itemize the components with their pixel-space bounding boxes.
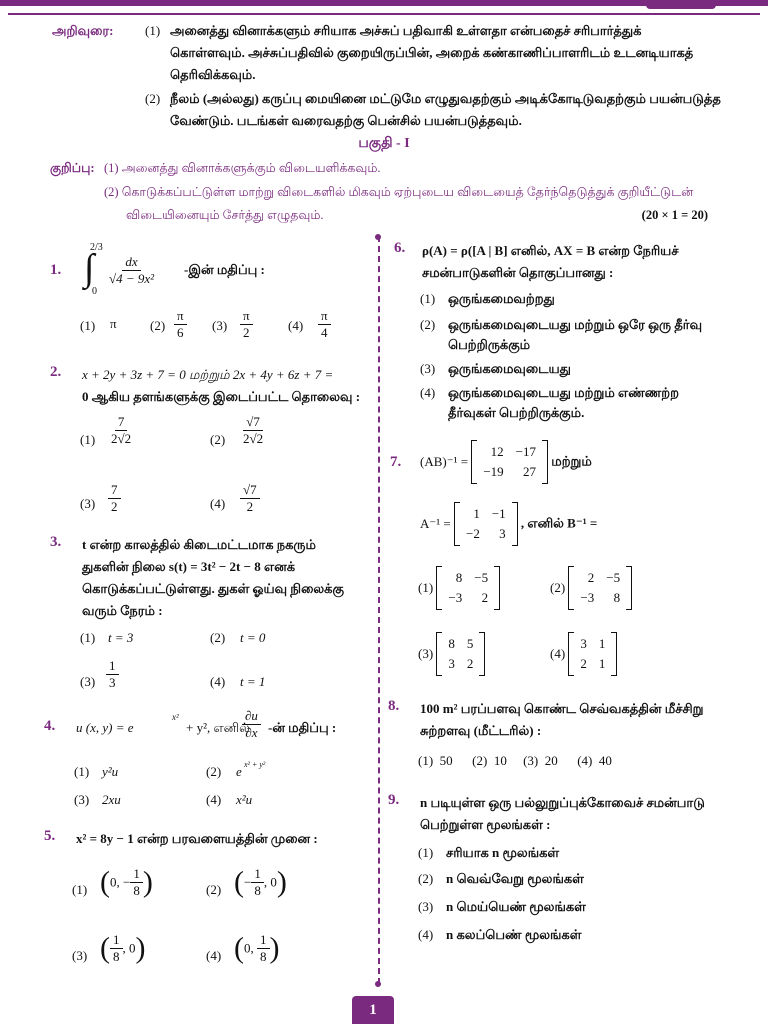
q6-option-1-label: (1): [420, 291, 436, 306]
q1-option-2-value: [174, 308, 187, 341]
q5-option-4-label: (4): [206, 948, 222, 963]
q5-o3-den: 8: [113, 949, 120, 964]
q7-tail: , எனில் B⁻¹ =: [520, 515, 598, 531]
matrix-cell: 5: [466, 636, 474, 651]
question-8-number: 8.: [388, 698, 400, 714]
q5-o4-den: 8: [260, 949, 267, 964]
q4-option-2-label: (2): [206, 764, 222, 779]
question-7-line-1: [420, 440, 592, 484]
question-1-integral: [84, 242, 374, 302]
matrix-cell: 1: [598, 636, 606, 651]
q6-option-2-label: (2): [420, 317, 436, 332]
q2-option-4-label: (4): [210, 496, 226, 511]
q1-option-3-value: [240, 308, 253, 341]
q5-o2-lparen: (: [234, 865, 244, 899]
q5-o2-rparen: ): [276, 865, 287, 899]
matrix-cell: 8: [455, 570, 463, 585]
question-5-text: x² = 8y − 1 என்ற பரவளையத்தின் முனை :: [76, 831, 318, 846]
q7-option-4: [550, 632, 617, 676]
q2-option-1-label: (1): [80, 432, 96, 447]
q6-option-4-line-2: தீர்வுகள் பெற்றிருக்கும்.: [448, 405, 585, 420]
question-4-statement: [76, 708, 376, 748]
q1-o4-den: 4: [321, 325, 328, 340]
q9-option-3-value: n மெய்யெண் மூலங்கள்: [446, 899, 586, 914]
page-number: 1: [352, 996, 394, 1024]
q4-option-2-exponent: x² + y²: [244, 760, 266, 769]
q5-o2-frac: [251, 866, 264, 899]
note-1: (1) அனைத்து வினாக்களுக்கும் விடையளிக்கவும்.: [104, 161, 381, 175]
integral-lower-limit: 0: [92, 286, 97, 297]
q5-o3-lparen: (: [100, 931, 110, 965]
matrix-cell: 2: [466, 656, 474, 671]
q5-o3-num: 1: [110, 932, 123, 949]
q7-option-1: [418, 566, 500, 610]
q1-option-4-value: [318, 308, 331, 341]
q6-option-3-value: ஒருங்கமைவுடையது: [448, 361, 571, 376]
q1-o3-den: 2: [243, 325, 250, 340]
q3-o3-den: 3: [109, 675, 116, 690]
q4-deriv-num: ∂u: [242, 708, 261, 725]
question-3-number: 3.: [50, 534, 62, 550]
question-1-number: 1.: [50, 262, 62, 278]
q5-option-1-value: [100, 866, 153, 899]
matrix-cell: 8: [448, 636, 455, 651]
matrix-cell: 12: [490, 444, 504, 459]
q5-o4-rparen: ): [269, 931, 280, 965]
q2-o1-num: 7: [115, 414, 128, 431]
q5-o1-rparen: ): [142, 865, 153, 899]
q9-option-4-value: n கலப்பெண் மூலங்கள்: [446, 927, 582, 942]
q3-option-4-label: (4): [210, 674, 226, 689]
question-4-options: [74, 760, 364, 810]
instructions-label: அறிவுரை:: [52, 23, 114, 38]
matrix-cell: −2: [465, 526, 480, 541]
q9-option-1-value: சரியாக n மூலங்கள்: [446, 845, 560, 860]
q1-o2-den: 6: [177, 325, 184, 340]
q2-option-4-value: [240, 482, 260, 515]
q3-option-1-value: t = 3: [108, 630, 134, 645]
question-7-line-2: [420, 502, 597, 546]
question-9-line-1: n படியுள்ள ஒரு பல்லுறுப்புக்கோவைச் சமன்பாடு: [420, 795, 705, 810]
q5-o2-minus: −: [244, 874, 252, 890]
matrix-cell: 27: [523, 464, 536, 479]
q5-o4-lparen: (: [234, 931, 244, 965]
question-1-tail: -இன் மதிப்பு :: [184, 262, 265, 277]
q5-o1-den: 8: [133, 883, 140, 898]
q2-option-1-value: [108, 414, 134, 447]
q4-option-3-value: 2xu: [102, 792, 121, 807]
question-3-options: [80, 630, 370, 700]
q5-o3-rparen: ): [135, 931, 146, 965]
integrand-numerator: dx: [122, 254, 140, 271]
matrix-cell: 3: [580, 636, 587, 651]
matrix-cell: −17: [515, 444, 536, 459]
q3-option-3-value: [106, 658, 119, 691]
q4-rhs: + y², எனில்: [186, 720, 250, 735]
question-9-number: 9.: [388, 792, 400, 808]
q1-option-1-label: (1): [80, 318, 96, 333]
q4-option-4-label: (4): [206, 792, 222, 807]
q1-o4-num: π: [318, 308, 331, 325]
q2-o3-num: 7: [108, 482, 121, 499]
q3-o3-num: 1: [106, 658, 119, 675]
instruction-2-line-2: வேண்டும். படங்கள் வரைவதற்கு பென்சில் பயன்படுத்தவும்.: [170, 113, 522, 128]
matrix-cell: −19: [483, 464, 504, 479]
matrix-cell: −5: [606, 570, 621, 585]
q5-o1-frac: [130, 866, 143, 899]
q2-o1-den: 2√2: [111, 431, 132, 446]
q9-option-1-label: (1): [418, 845, 434, 860]
q7-option-1-label: (1): [418, 580, 434, 595]
matrix-cell: 3: [499, 526, 506, 541]
matrix-cell: 1: [473, 506, 480, 521]
instruction-1-line-1: அனைத்து வினாக்களும் சரியாக அச்சுப் பதிவாகி உள்ளதா என்பதைச் சரிபார்த்துக்: [170, 23, 642, 38]
q4-option-2-value: e: [236, 764, 242, 779]
q6-option-1-value: ஒருங்கமைவற்றது: [448, 291, 555, 306]
question-6-line-2: சமன்பாடுகளின் தொகுப்பானது :: [422, 265, 614, 280]
q4-lhs: u (x, y) = e: [76, 720, 134, 735]
q6-option-4-line-1: ஒருங்கமைவுடையது மற்றும் எண்ணற்ற: [448, 385, 679, 400]
q1-option-2-label: (2): [150, 318, 166, 333]
integrand-denominator: √4 − 9x²: [109, 271, 155, 286]
q5-option-2-label: (2): [206, 882, 222, 897]
q5-option-3-label: (3): [72, 948, 88, 963]
q7-option-3-label: (3): [418, 646, 434, 661]
q3-option-3-label: (3): [80, 674, 96, 689]
question-3-line-3: கொடுக்கப்பட்டுள்ளது. துகள் ஓய்வு நிலைக்கு: [82, 581, 344, 596]
q6-option-2-line-1: ஒருங்கமைவுடையது மற்றும் ஒரே ஒரு தீர்வு: [448, 317, 703, 332]
q7-option-2-matrix: [568, 566, 632, 610]
q7-lhs2: A⁻¹ =: [420, 516, 451, 531]
q2-option-2-value: [240, 414, 266, 447]
matrix-cell: −5: [474, 570, 489, 585]
matrix-cell: −1: [491, 506, 506, 521]
instruction-1-number: (1): [145, 23, 161, 38]
question-8-line-1: 100 m² பரப்பளவு கொண்ட செவ்வகத்தின் மீச்சிறு: [420, 701, 704, 716]
matrix-cell: 3: [448, 656, 455, 671]
q5-o2-text: , 0: [263, 874, 277, 890]
q7-option-1-matrix: [436, 566, 500, 610]
q5-o2-den: 8: [254, 883, 261, 898]
matrix-cell: 2: [481, 590, 489, 605]
question-5-number: 5.: [44, 828, 56, 844]
question-4-number: 4.: [44, 718, 56, 734]
q7-matrix-a-inverse: [454, 502, 518, 546]
q4-option-3-label: (3): [74, 792, 90, 807]
q7-option-2: [550, 566, 632, 610]
question-8-line-2: சுற்றளவு (மீட்டரில்) :: [420, 723, 542, 738]
q2-option-3-label: (3): [80, 496, 96, 511]
q5-o4-frac: [257, 932, 270, 965]
column-divider: [378, 236, 380, 984]
question-2-options: [80, 414, 370, 534]
q5-o4-num: 1: [257, 932, 270, 949]
question-9-line-2: பெற்றுள்ள மூலங்கள் :: [420, 817, 551, 832]
q7-option-3: [418, 632, 485, 676]
question-3-line-1: t என்ற காலத்தில் கிடைமட்டமாக நகரும்: [82, 537, 316, 552]
q9-option-2-value: n வெவ்வேறு மூலங்கள்: [446, 871, 584, 886]
question-5-options: [72, 860, 372, 980]
q7-option-4-label: (4): [550, 646, 566, 661]
integral-sign: ∫: [84, 247, 95, 289]
matrix-cell: 1: [598, 656, 606, 671]
question-3-line-4: வரும் நேரம் :: [82, 603, 163, 618]
note-2-line-1: (2) கொடுக்கப்பட்டுள்ள மாற்று விடைகளில் மிகவும் ஏற்புடைய விடையைத் தேர்ந்தெடுத்துக் குறியீட்டுடன்: [104, 185, 694, 199]
q5-o3-frac: [110, 932, 123, 965]
note-label: குறிப்பு:: [50, 161, 95, 175]
matrix-cell: 2: [580, 656, 587, 671]
q9-option-3-label: (3): [418, 899, 434, 914]
matrix-cell: 2: [587, 570, 595, 585]
divider-dot-top: [375, 234, 381, 240]
question-2-number: 2.: [50, 364, 62, 380]
q5-option-3-value: [100, 932, 146, 965]
note-2-line-2: விடையினையும் சேர்த்து எழுதவும்.: [126, 208, 324, 222]
q3-option-4-value: t = 1: [240, 674, 266, 689]
q1-option-4-label: (4): [288, 318, 304, 333]
matrix-cell: 8: [613, 590, 621, 605]
q2-o4-den: 2: [246, 499, 254, 514]
q1-option-1-value: π: [110, 316, 117, 331]
q3-option-2-value: t = 0: [240, 630, 266, 645]
q7-matrix-ab-inverse: [471, 440, 548, 484]
section-title: பகுதி - I: [358, 136, 410, 151]
question-6-line-1: ρ(A) = ρ([A | B] எனில், AX = B என்ற நேரியச்: [422, 243, 679, 258]
integrand-fraction: [106, 254, 157, 287]
q4-deriv-den: ∂x: [245, 725, 258, 740]
q4-option-1-label: (1): [74, 764, 90, 779]
q4-option-4-value: x²u: [236, 792, 253, 807]
q7-option-3-matrix: [436, 632, 485, 676]
q4-derivative: [242, 708, 261, 741]
q3-option-2-label: (2): [210, 630, 226, 645]
instruction-1-line-2: கொள்ளவும். அச்சுப்பதிவில் குறையிருப்பின், அறைக் கண்காணிப்பாளரிடம் உடனடியாகத்: [170, 45, 694, 60]
instruction-2-line-1: நீலம் (அல்லது) கருப்பு மையினை மட்டுமே எழுதுவதற்கும் அடிக்கோடிடுவதற்கும் பயன்படுத்த: [170, 91, 721, 106]
q2-o3-den: 2: [111, 499, 118, 514]
q1-option-3-label: (3): [212, 318, 228, 333]
q9-option-4-label: (4): [418, 927, 434, 942]
q4-option-1-value: y²u: [102, 764, 119, 779]
question-6-number: 6.: [394, 240, 406, 256]
question-2-line-1: x + 2y + 3z + 7 = 0 மற்றும் 2x + 4y + 6z + 7 =: [82, 367, 334, 382]
q5-o3-text: , 0: [122, 940, 136, 956]
q1-o2-num: π: [174, 308, 187, 325]
q5-o4-text: 0,: [244, 940, 257, 956]
integral-upper-limit: 2/3: [90, 242, 103, 253]
q5-o1-num: 1: [130, 866, 143, 883]
q1-o3-num: π: [240, 308, 253, 325]
question-1-options: [80, 308, 370, 354]
question-8-options: (1) 50 (2) 10 (3) 20 (4) 40: [418, 753, 612, 768]
question-3-line-2: துகளின் நிலை s(t) = 3t² − 2t − 8 எனக்: [82, 559, 296, 574]
q5-o1-lparen: (: [100, 865, 110, 899]
question-7-number: 7.: [390, 454, 402, 470]
q7-option-4-matrix: [568, 632, 617, 676]
top-rule: [8, 13, 760, 15]
q5-option-4-value: [234, 932, 280, 965]
matrix-cell: −3: [580, 590, 595, 605]
top-tab-decoration: [646, 0, 716, 9]
q5-o1-text: 0, −: [110, 874, 131, 890]
q9-option-2-label: (2): [418, 871, 434, 886]
q5-option-2-value: [234, 866, 287, 899]
q4-tail: -ன் மதிப்பு :: [268, 720, 337, 735]
instruction-1-line-3: தெரிவிக்கவும்.: [170, 67, 256, 82]
q7-lhs: (AB)⁻¹ =: [420, 454, 469, 469]
q2-option-3-value: [108, 482, 121, 515]
q2-o2-den: 2√2: [243, 431, 264, 446]
q4-exponent: x²: [172, 712, 179, 722]
matrix-cell: −3: [448, 590, 463, 605]
marks-allocation: (20 × 1 = 20): [641, 208, 708, 222]
q6-option-3-label: (3): [420, 361, 436, 376]
q7-option-2-label: (2): [550, 580, 566, 595]
q6-option-4-label: (4): [420, 385, 436, 400]
instruction-2-number: (2): [145, 91, 161, 106]
q3-option-1-label: (1): [80, 630, 96, 645]
q6-option-2-line-2: பெற்றிருக்கும்: [448, 337, 531, 352]
q7-conjunction: மற்றும்: [551, 453, 592, 469]
q5-o2-num: 1: [251, 866, 264, 883]
q2-option-2-label: (2): [210, 432, 226, 447]
question-2-line-2: 0 ஆகிய தளங்களுக்கு இடைப்பட்ட தொலைவு :: [82, 389, 361, 404]
q5-option-1-label: (1): [72, 882, 88, 897]
q2-o4-num: √7: [240, 482, 260, 499]
q2-o2-num: √7: [243, 414, 263, 431]
divider-dot-bottom: [375, 981, 381, 987]
